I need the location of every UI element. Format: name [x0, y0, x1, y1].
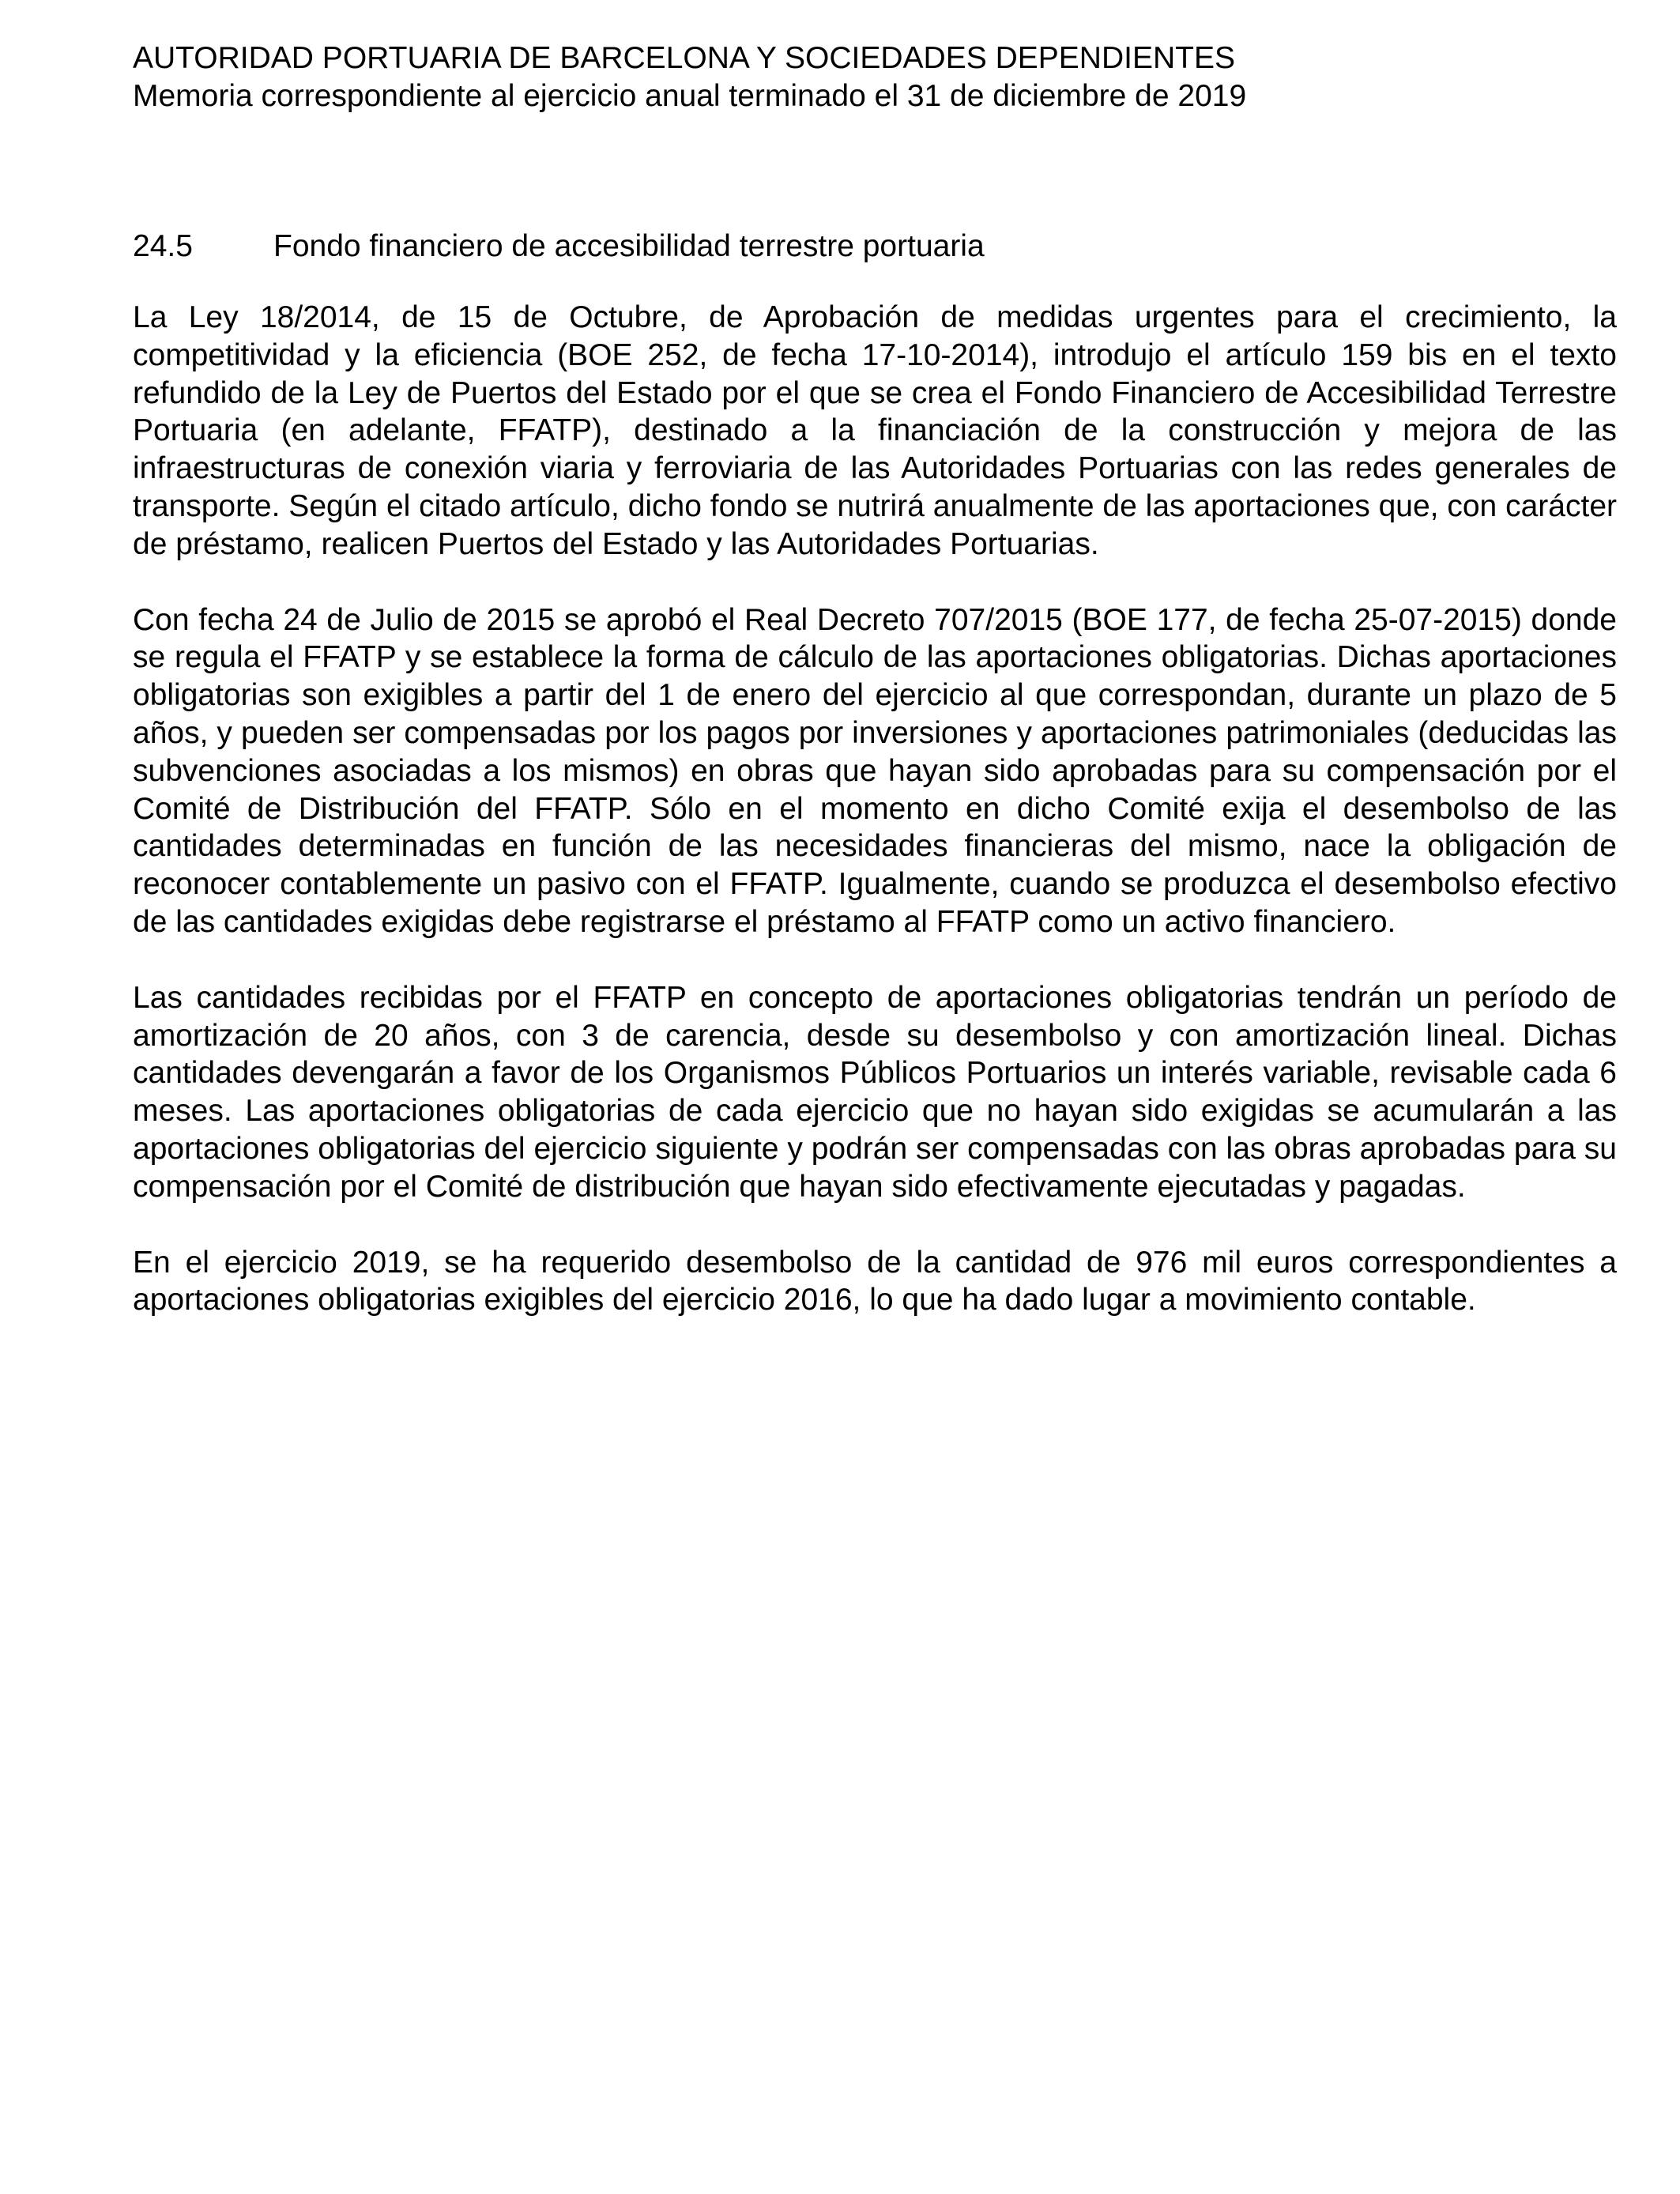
paragraph-law-18-2014: La Ley 18/2014, de 15 de Octubre, de Aprobación de medidas urgentes para el crecimiento, la competitividad y la eficiencia (BOE 252, de fecha 17-10-2014), introdujo el artículo 159 bis en el texto refundido de la Ley de Puertos del Estado por el que se crea el Fondo Financiero de Accesibilidad Terrestre Portuaria (en adelante, FFATP), destinado a la financiación de la construcción y mejora de las infraestructuras de conexión viaria y ferroviaria de las Autoridades Portuarias con las redes generales de transporte. Según el citado artículo, dicho fondo se nutrirá anualmente de las aportaciones que, con carácter de préstamo, realicen Puertos del Estado y las Autoridades Portuarias.: [133, 300, 1617, 561]
paragraph-2019-disbursement: En el ejercicio 2019, se ha requerido desembolso de la cantidad de 976 mil euros correspondientes a aportaciones obligatorias exigibles del ejercicio 2016, lo que ha dado lugar a movimiento contable.: [133, 1245, 1617, 1318]
section-number: 24.5: [133, 229, 193, 263]
section-heading: [133, 228, 985, 266]
paragraph-amortization: Las cantidades recibidas por el FFATP en concepto de aportaciones obligatorias tendrán un período de amortización de 20 años, con 3 de carencia, desde su desembolso y con amortización lineal. Dichas cantidades devengarán a favor de los Organismos Públicos Portuarios un interés variable, revisable cada 6 meses. Las aportaciones obligatorias de cada ejercicio que no hayan sido exigidas se acumularán a las aportaciones obligatorias del ejercicio siguiente y podrán ser compensadas con las obras aprobadas para su compensación por el Comité de distribución que hayan sido efectivamente ejecutadas y pagadas.: [133, 980, 1617, 1204]
report-subtitle: Memoria correspondiente al ejercicio anual terminado el 31 de diciembre de 2019: [133, 79, 1247, 113]
organization-title: AUTORIDAD PORTUARIA DE BARCELONA Y SOCIEDADES DEPENDIENTES: [133, 41, 1235, 75]
section-body: [133, 299, 1617, 1357]
section-title: Fondo financiero de accesibilidad terrestre portuaria: [273, 229, 985, 263]
paragraph-real-decreto: Con fecha 24 de Julio de 2015 se aprobó el Real Decreto 707/2015 (BOE 177, de fecha 25-07-2015) donde se regula el FFATP y se establece la forma de cálculo de las aportaciones obligatorias. Dichas aportaciones obligatorias son exigibles a partir del 1 de enero del ejercicio al que correspondan, durante un plazo de 5 años, y pueden ser compensadas por los pagos por inversiones y aportaciones patrimoniales (deducidas las subvenciones asociadas a los mismos) en obras que hayan sido aprobadas para su compensación por el Comité de Distribución del FFATP. Sólo en el momento en dicho Comité exija el desembolso de las cantidades determinadas en función de las necesidades financieras del mismo, nace la obligación de reconocer contablemente un pasivo con el FFATP. Igualmente, cuando se produzca el desembolso efectivo de las cantidades exigidas debe registrarse el préstamo al FFATP como un activo financiero.: [133, 602, 1617, 939]
page-header: [133, 40, 1634, 115]
